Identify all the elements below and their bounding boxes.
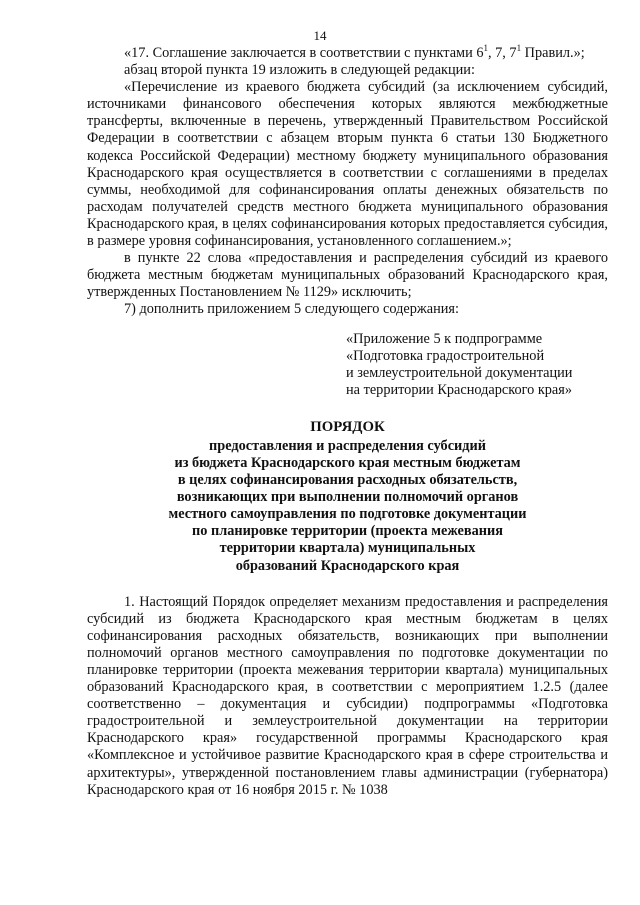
appendix-line-2: «Подготовка градостроительной	[346, 347, 545, 364]
paragraph-item-17-text: «17. Соглашение заключается в соответствии с пунктами 6	[124, 45, 484, 61]
appendix-reference	[87, 331, 608, 399]
procedure-section-1	[87, 594, 608, 799]
paragraph-item-17-mid: , 7, 7	[487, 45, 517, 61]
heading-title: ПОРЯДОК	[310, 418, 385, 435]
paragraph-add-appendix: 7) дополнить приложением 5 следующего содержания:	[124, 301, 459, 318]
heading-line-4: возникающих при выполнении полномочий органов	[176, 489, 519, 506]
appendix-line-1: «Приложение 5 к подпрограмме	[346, 330, 543, 347]
paragraph-item-17	[87, 45, 608, 62]
heading-line-3: в целях софинансирования расходных обязательств,	[177, 472, 518, 489]
paragraph-item-17-tail: Правил.»;	[521, 45, 585, 61]
appendix-line-4: на территории Краснодарского края»	[346, 381, 572, 398]
superscript-1: 1	[483, 43, 488, 54]
appendix-line-3: и землеустроительной документации	[346, 364, 573, 381]
heading-line-5: местного самоуправления по подготовке документации	[168, 506, 527, 523]
heading-line-6: по планировке территории (проекта межевания	[192, 523, 503, 540]
heading-line-1: предоставления и распределения субсидий	[209, 437, 486, 454]
paragraph-point-19: абзац второй пункта 19 изложить в следующей редакции:	[124, 62, 475, 79]
paragraph-transfer-text: «Перечисление из краевого бюджета субсидий (за исключением субсидий, источниками финансового обеспечения которых являются межбюджетные трансферты, включенные в перечень, утвержденный Правительством Российской Федерации в соответствии с абзацем вторым пункта 6 статьи 130 Бюджетного кодекса Российской Федерации) местному бюджету муниципального образования Краснодарского края осуществляется в соответствии с соглашениями в пределах суммы, необходимой для софинансирования оплаты денежных обязательств по расходам получателей средств местного бюджета муниципального образования Краснодарского края, в целях софинансирования которых предоставляется субсидия, в размере уровня софинансирования, установленного соглашением.»;	[87, 79, 608, 250]
heading-line-2: из бюджета Краснодарского края местным бюджетам	[174, 454, 521, 471]
superscript-2: 1	[516, 43, 522, 54]
paragraph-point-22: в пункте 22 слова «предоставления и распределения субсидий из краевого бюджета местным бюджетам муниципальных образований Краснодарского края, утвержденных Постановлением № 1129» исключить;	[87, 250, 608, 301]
section-1-text: 1. Настоящий Порядок определяет механизм предоставления и распределения субсидий из бюджета Краснодарского края местным бюджетам в целях софинансирования расходных обязательств, возникающих при выполнении полномочий органов местного самоуправления по подготовке документации по планировке территории (проекта межевания территории квартала) муниципальных образований Краснодарского края, в соответствии с мероприятием 1.2.5 (далее соответственно – документация и субсидии) подпрограммы «Подготовка градостроительной и землеустроительной документации на территории Краснодарского края» государственной программы Краснодарского края «Комплексное и устойчивое развитие Краснодарского края в сфере строительства и архитектуры», утвержденной постановлением главы администрации (губернатора) Краснодарского края от 16 ноября 2015 г. № 1038	[87, 593, 608, 798]
procedure-heading	[87, 418, 608, 575]
page-number: 14	[313, 28, 327, 43]
heading-line-7: территории квартала) муниципальных	[219, 540, 476, 557]
document-body	[87, 45, 608, 799]
heading-line-8: образований Краснодарского края	[235, 557, 460, 574]
